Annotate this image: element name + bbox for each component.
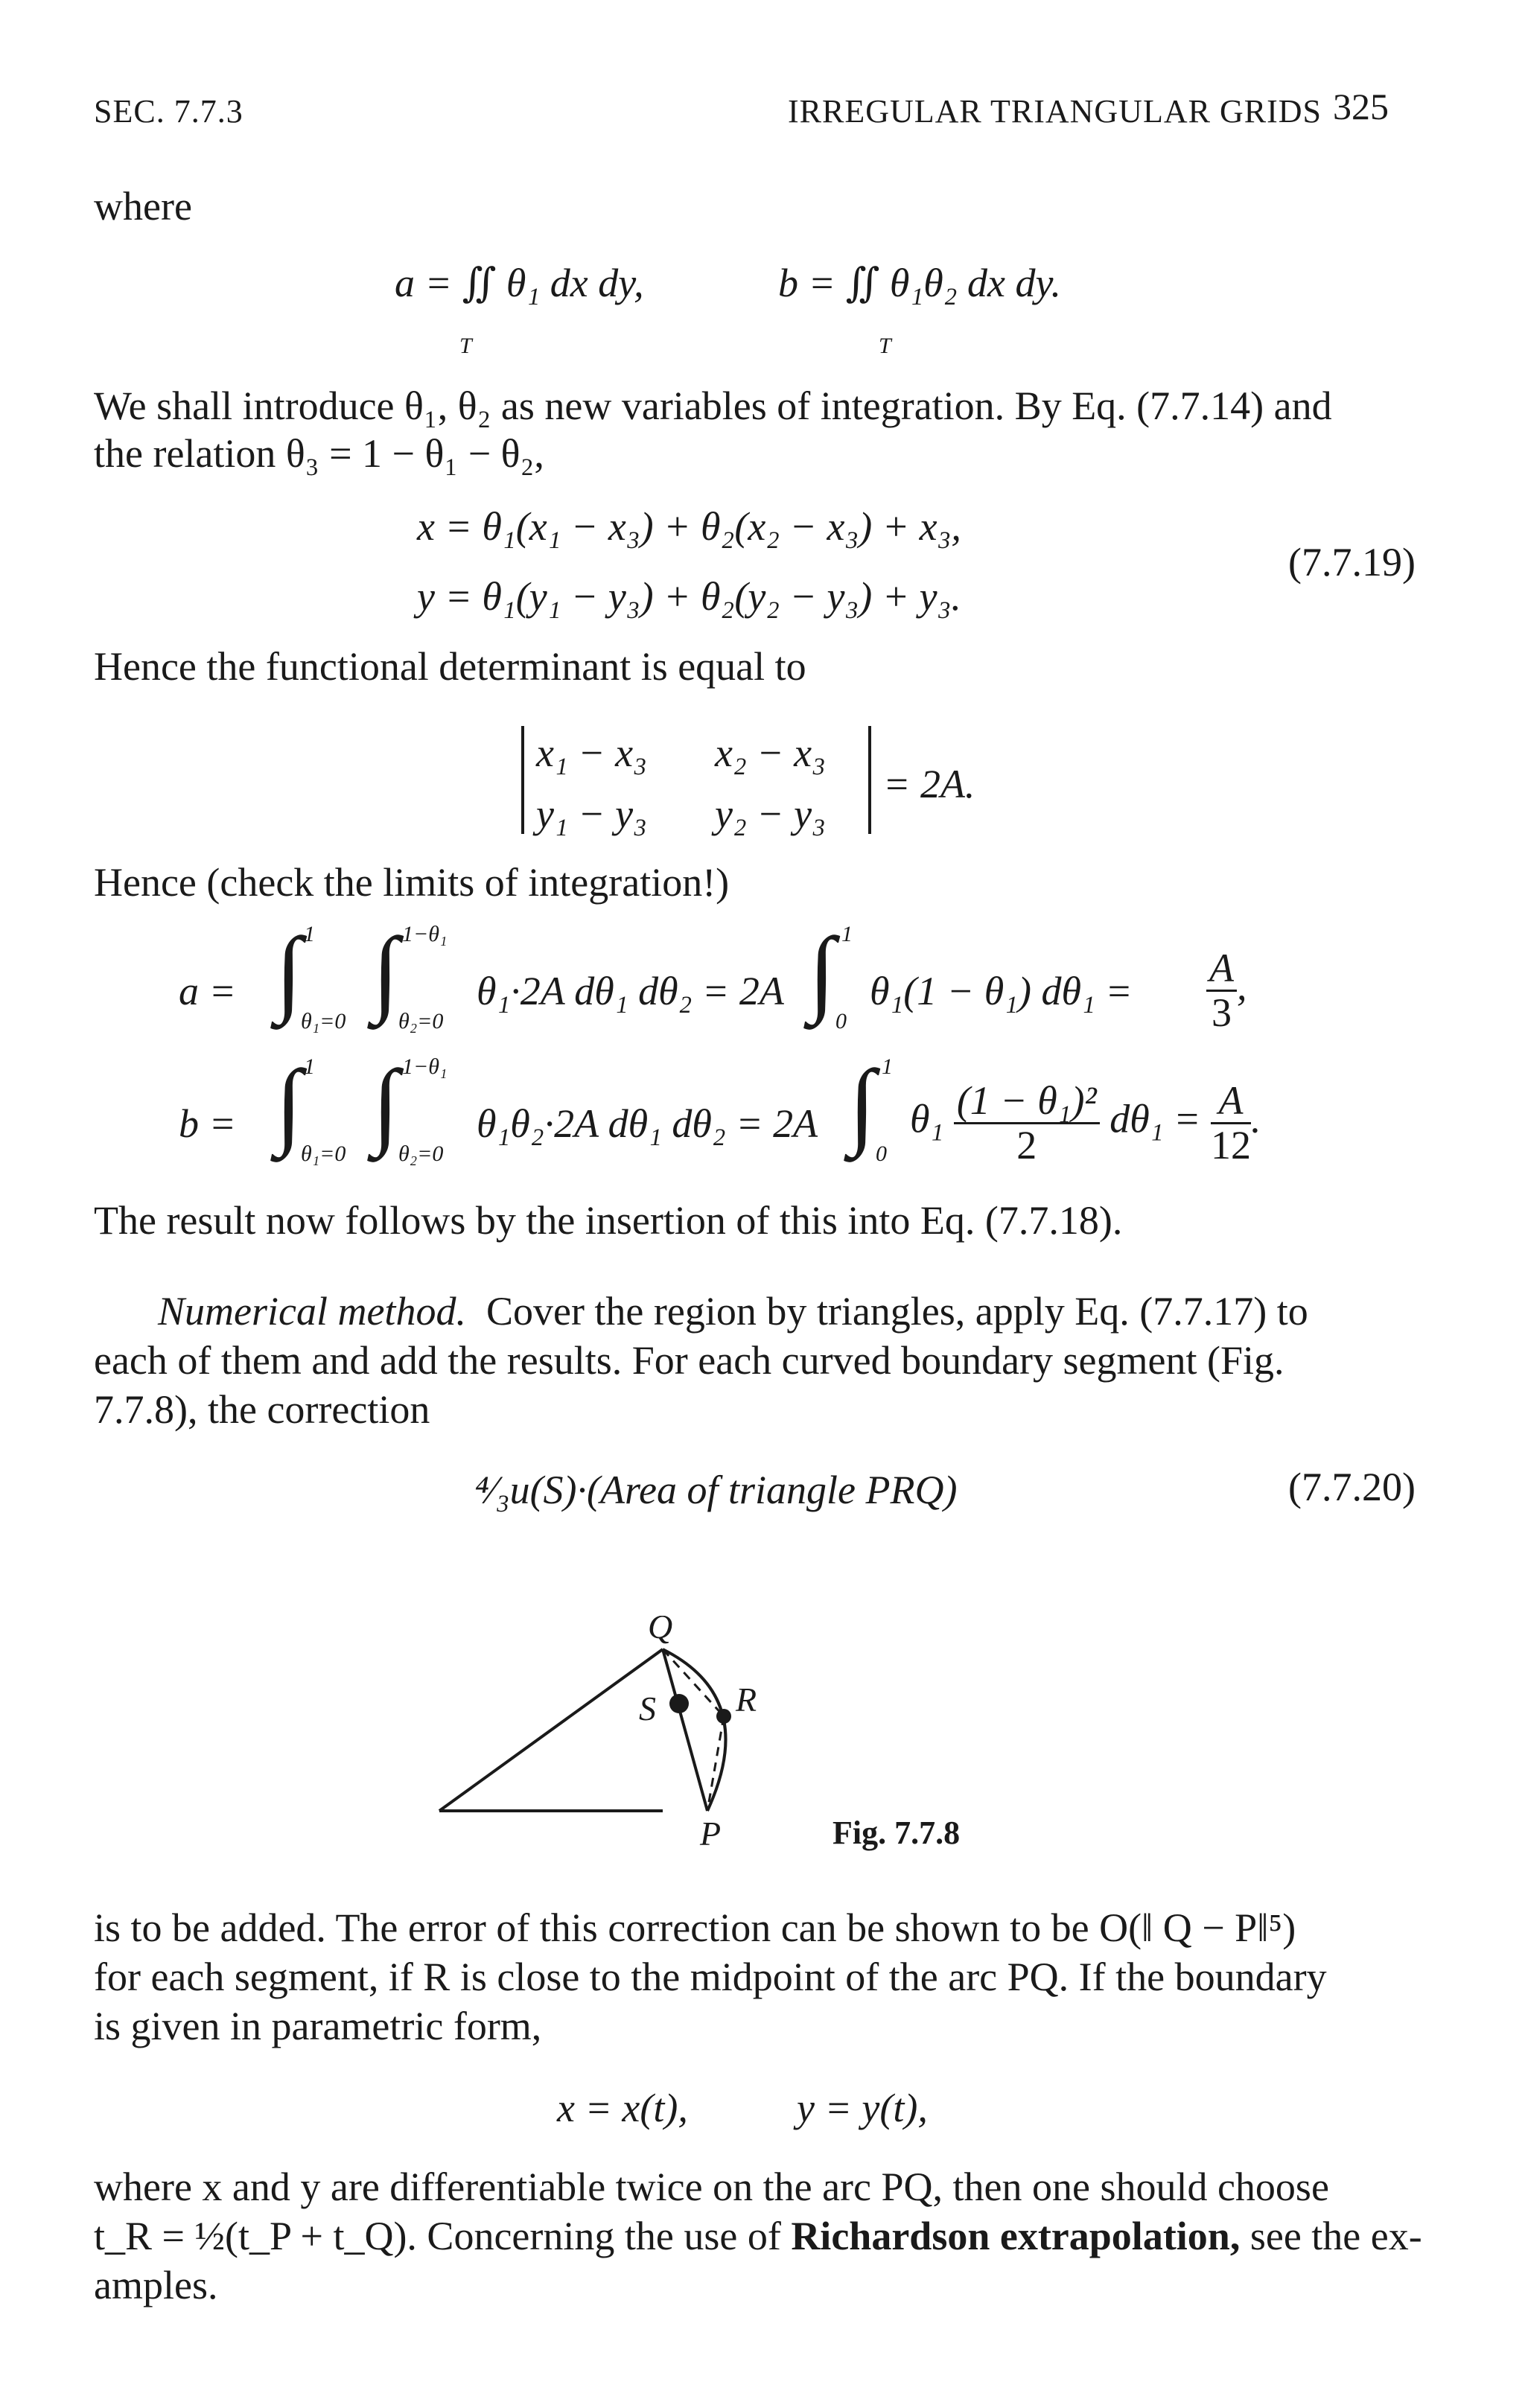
limit-upper: 1 [304,1054,315,1079]
limit-upper: 1 [882,1054,893,1079]
limit-lower: 0 [876,1141,887,1166]
label-s: S [639,1689,656,1727]
limit-upper: 1−θ₁ [402,922,448,946]
limit-upper: 1 [841,922,853,946]
keyword-richardson: Richardson extrapolation, [791,2214,1241,2258]
integral-a-integrand: θ₁·2A dθ₁ dθ₂ = 2A [477,969,784,1013]
point-s [669,1694,689,1713]
determinant-r2c2: y₂ − y₃ [715,791,826,836]
fraction-numerator: A [1211,1080,1251,1124]
punctuation: , [1237,963,1247,1009]
limit-upper: 1−θ₁ [402,1054,448,1079]
equation-label-7-7-19: (7.7.19) [1288,540,1416,585]
limit-lower: θ₁=0 [301,1009,346,1033]
fraction-denominator: 2 [1016,1122,1037,1168]
fraction-numerator: A [1206,947,1237,992]
triangle-side [439,1649,663,1811]
equation-correction: ⁴⁄₃u(S)·(Area of triangle PRQ) [475,1468,958,1512]
point-r [716,1709,731,1724]
integral-b-tail [910,1080,1261,1166]
integral-a-result [1206,947,1247,1033]
paragraph-2: Hence the functional determinant is equal to [94,644,806,689]
dashed-rp [707,1716,724,1811]
determinant-r1c1: x₁ − x₃ [536,730,647,775]
equation-label-7-7-20: (7.7.20) [1288,1465,1416,1509]
equation-y-transform: y = θ₁(y₁ − y₃) + θ₂(y₂ − y₃) + y₃. [417,574,961,619]
integrand-factor: θ₁ [910,1096,944,1141]
integral-sign: ∫ [849,1051,876,1158]
paragraph-7-line-2-start: t_R = ½(t_P + t_Q). Concerning the use of [94,2214,781,2258]
label-r: R [736,1681,757,1719]
equation-b-def: b = ∬ θ₁θ₂ dx dy. [778,261,1061,305]
paragraph-7-line-1: where x and y are differentiable twice on the arc PQ, then one should choose [94,2165,1329,2209]
determinant-left-bar [521,726,524,834]
punctuation: . [1250,1096,1261,1141]
equation-x-transform: x = θ₁(x₁ − x₃) + θ₂(x₂ − x₃) + x₃, [417,504,961,549]
integral-sign: ∫ [372,1051,399,1158]
limit-lower: 0 [835,1009,847,1033]
label-p: P [700,1815,722,1847]
paragraph-7-line-2 [94,2216,1422,2256]
word-where: where [94,184,192,229]
paragraph-5-line-1 [158,1289,1308,1334]
paragraph-4: The result now follows by the insertion of this into Eq. (7.7.18). [94,1198,1123,1243]
limit-lower: θ₂=0 [398,1009,444,1033]
paragraph-3: Hence (check the limits of integration!) [94,860,730,905]
equation-y-param: y = y(t), [797,2086,928,2130]
integral-sign: ∫ [276,1051,302,1158]
fraction-denominator: 3 [1212,990,1232,1035]
boundary-arc [663,1649,726,1811]
region-label-a: T [459,334,472,358]
paragraph-6-line-3: is given in parametric form, [94,2004,542,2048]
paragraph-5-line-1-text: Cover the region by triangles, apply Eq. (7.7.17) to [485,1289,1308,1334]
running-head-title: IRREGULAR TRIANGULAR GRIDS [788,93,1322,130]
equation-x-param: x = x(t), [557,2086,688,2130]
integral-sign: ∫ [809,918,835,1025]
integral-sign: ∫ [276,918,302,1025]
integral-b-lhs: b = [179,1101,236,1146]
differential: dθ₁ = [1109,1096,1201,1141]
determinant-r2c1: y₁ − y₃ [536,791,647,836]
fraction-numerator: (1 − θ₁)² [954,1080,1100,1124]
limit-lower: θ₁=0 [301,1141,346,1166]
limit-upper: 1 [304,922,315,946]
equation-a-def: a = ∬ θ₁ dx dy, [395,261,644,305]
integral-b-integrand: θ₁θ₂·2A dθ₁ dθ₂ = 2A [477,1101,818,1146]
page-number: 325 [1333,86,1389,127]
integral-a-lhs: a = [179,969,236,1013]
determinant-r1c2: x₂ − x₃ [715,730,826,775]
paragraph-7-line-2-end: see the ex- [1249,2214,1422,2258]
region-label-b: T [879,334,891,358]
paragraph-1-line-2: the relation θ₃ = 1 − θ₁ − θ₂, [94,431,544,476]
paragraph-1-line-1: We shall introduce θ₁, θ₂ as new variables of integration. By Eq. (7.7.14) and [94,383,1332,428]
integral-sign: ∫ [372,918,399,1025]
figure-caption: Fig. 7.7.8 [832,1815,961,1851]
paragraph-6-line-1: is to be added. The error of this correction can be shown to be O(‖ Q − P‖⁵) [94,1905,1296,1950]
integral-a-tail: θ₁(1 − θ₁) dθ₁ = [870,969,1133,1013]
determinant-right-bar [868,726,871,834]
paragraph-5-line-3: 7.7.8), the correction [94,1387,430,1432]
run-in-heading: Numerical method. [158,1289,466,1334]
figure-7-7-8 [417,1616,834,1847]
label-q: Q [648,1616,673,1646]
limit-lower: θ₂=0 [398,1141,444,1166]
paragraph-6-line-2: for each segment, if R is close to the midpoint of the arc PQ. If the boundary [94,1955,1327,1999]
fraction-denominator: 12 [1210,1122,1251,1168]
paragraph-5-line-2: each of them and add the results. For each curved boundary segment (Fig. [94,1338,1284,1383]
running-head-section: SEC. 7.7.3 [94,93,243,130]
paragraph-7-line-3: amples. [94,2263,218,2307]
determinant-rhs: = 2A. [883,762,975,806]
